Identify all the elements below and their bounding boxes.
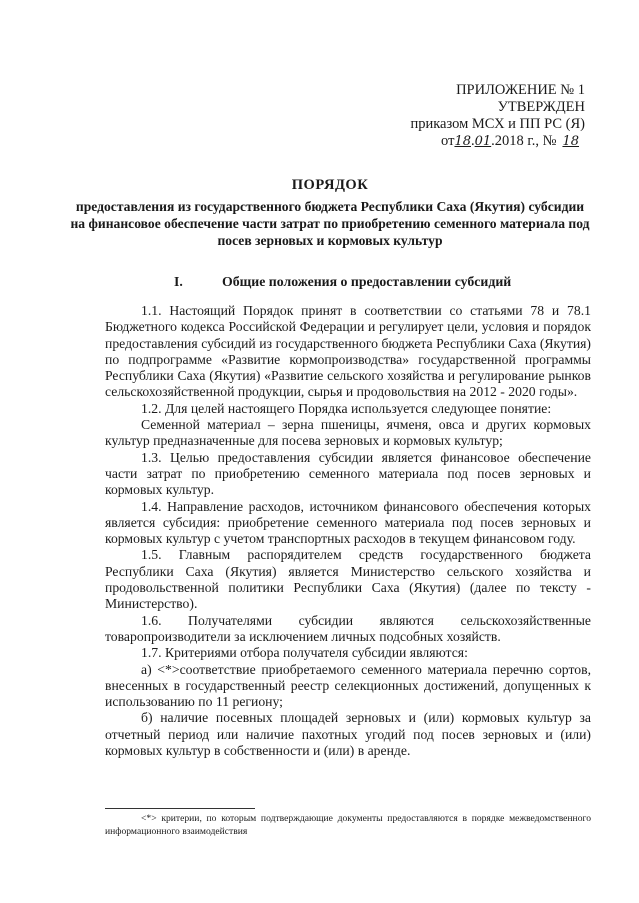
paragraph-criterion-a: а) <*>соответствие приобретаемого семенного материала перечню сортов, внесенных в государственный реестр селекционных достижений, допущенных к использованию по 11 региону; — [105, 661, 591, 710]
paragraph-criterion-b: б) наличие посевных площадей зерновых и (или) кормовых культур за отчетный период или наличие пахотных угодий под посев зерновых и (или) кормовых культур в собственности и (или) в аренде. — [105, 710, 591, 759]
paragraph-1-5: 1.5. Главным распорядителем средств государственного бюджета Республики Саха (Якутия) является Министерство сельского хозяйства и продовольственной политики Республики Саха (Якутия) (далее по тексту - Министерство). — [105, 547, 591, 612]
document-body — [105, 303, 591, 759]
paragraph-1-7: 1.7. Критериями отбора получателя субсидии являются: — [141, 645, 468, 661]
document-subtitle: предоставления из государственного бюджета Республики Саха (Якутия) субсидии на финансовое обеспечение части затрат по приобретению семенного материала под посев зерновых и кормовых культур — [70, 199, 590, 248]
appendix-label: ПРИЛОЖЕНИЕ № 1 — [456, 82, 585, 98]
order-date-line: от18.01.2018 г., № 18 — [410, 133, 585, 150]
paragraph-definition: Семенной материал – зерна пшеницы, ячменя, овса и других кормовых культур предназначенные для посева зерновых и кормовых культур; — [105, 417, 591, 449]
footnote-separator — [105, 808, 255, 809]
paragraph-1-3: 1.3. Целью предоставления субсидии является финансовое обеспечение части затрат по приобретению семенного материала под посев зерновых и кормовых культур. — [105, 449, 591, 498]
handwritten-day: 18 — [454, 134, 471, 149]
order-label: приказом МСХ и ПП РС (Я) — [410, 116, 585, 132]
document-title: ПОРЯДОК — [291, 177, 369, 193]
approval-header — [410, 82, 585, 150]
handwritten-number: 18 — [562, 134, 579, 149]
section-heading — [174, 274, 511, 290]
handwritten-month: 01 — [474, 134, 492, 149]
paragraph-1-6: 1.6. Получателями субсидии являются сельскохозяйственные товаропроизводители за исключением личных подсобных хозяйств. — [105, 612, 591, 644]
approved-label: УТВЕРЖДЕН — [497, 99, 585, 115]
footnote: <*> критерии, по которым подтверждающие документы предоставляются в порядке межведомственного информационного взаимодействия — [105, 813, 591, 837]
paragraph-1-1: 1.1. Настоящий Порядок принят в соответствии со статьями 78 и 78.1 Бюджетного кодекса Российской Федерации и регулирует цели, условия и порядок предоставления субсидий из государственного бюджета Республики Саха (Якутия) по подпрограмме «Развитие кормопроизводства» государственной программы Республики Саха (Якутия) «Развитие сельского хозяйства и регулирование рынков сельскохозяйственной продукции, сырья и продовольствия на 2012 - 2020 годы». — [105, 303, 591, 400]
paragraph-1-2: 1.2. Для целей настоящего Порядка используется следующее понятие: — [141, 400, 552, 416]
section-title: Общие положения о предоставлении субсидий — [222, 274, 512, 289]
section-number: I. — [174, 274, 183, 289]
paragraph-1-4: 1.4. Направление расходов, источником финансового обеспечения которых является субсидия: приобретение семенного материала под посев зерновых и кормовых культур с учетом транспортных расходов в текущем финансовом году. — [105, 498, 591, 547]
